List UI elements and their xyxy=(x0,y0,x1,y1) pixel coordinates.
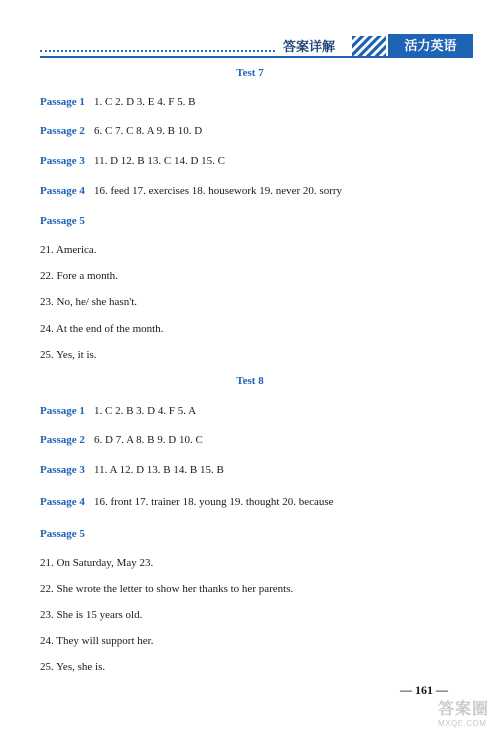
test-7-answer-line: 24. At the end of the month. xyxy=(40,323,164,335)
test-7-answer-line: 25. Yes, it is. xyxy=(40,349,97,361)
test-8-answer-line: 24. They will support her. xyxy=(40,635,154,647)
passage-answers: 16. feed 17. exercises 18. housework 19. never 20. sorry xyxy=(94,185,343,197)
passage-answers: 11. A 12. D 13. B 14. B 15. B xyxy=(94,464,224,476)
test-8-passage-5-label: Passage 5 xyxy=(40,528,85,540)
test-7-title: Test 7 xyxy=(236,67,264,79)
test-8-answer-line: 22. She wrote the letter to show her thanks to her parents. xyxy=(40,583,294,595)
header-stripes xyxy=(352,36,386,56)
header-dotted-rule xyxy=(40,50,275,52)
test-7-answer-line: 22. Fore a month. xyxy=(40,270,118,282)
test-8-answer-line: 21. On Saturday, May 23. xyxy=(40,557,154,569)
passage-label: Passage 4 xyxy=(40,496,85,508)
test-7-answer-line: 23. No, he/ she hasn't. xyxy=(40,296,137,308)
header-label: 答案详解 xyxy=(283,39,336,54)
test-7-passage-1 xyxy=(40,96,195,108)
header-section-box xyxy=(388,34,473,58)
test-7-passage-5-label: Passage 5 xyxy=(40,215,85,227)
watermark-text-bottom: MXQE.COM xyxy=(438,719,487,728)
passage-label: Passage 3 xyxy=(40,155,85,167)
test-8-title: Test 8 xyxy=(236,375,264,387)
passage-label: Passage 1 xyxy=(40,405,85,417)
passage-answers: 1. C 2. B 3. D 4. F 5. A xyxy=(94,405,197,417)
page-header xyxy=(0,34,500,62)
passage-answers: 16. front 17. trainer 18. young 19. thought 20. because xyxy=(94,496,334,508)
passage-label: Passage 2 xyxy=(40,125,85,137)
passage-label: Passage 3 xyxy=(40,464,85,476)
test-7-passage-2 xyxy=(40,125,202,137)
test-8-answer-line: 23. She is 15 years old. xyxy=(40,609,143,621)
header-underbar xyxy=(40,56,473,58)
test-8-passage-2 xyxy=(40,434,203,446)
test-7-answer-line: 21. America. xyxy=(40,244,97,256)
test-8-passage-3 xyxy=(40,464,224,476)
passage-label: Passage 2 xyxy=(40,434,85,446)
watermark-logo xyxy=(438,696,496,732)
page-number: — 161 — xyxy=(400,683,448,697)
test-8-passage-1 xyxy=(40,405,196,417)
passage-answers: 6. C 7. C 8. A 9. B 10. D xyxy=(94,125,203,137)
passage-answers: 6. D 7. A 8. B 9. D 10. C xyxy=(94,434,203,446)
passage-label: Passage 1 xyxy=(40,96,85,108)
test-7-passage-3 xyxy=(40,155,225,167)
header-section-title: 活力英语 xyxy=(404,38,457,53)
watermark-text-top: 答案圈 xyxy=(438,701,490,718)
test-8-passage-4 xyxy=(40,496,334,508)
test-7-passage-4 xyxy=(40,185,342,197)
test-8-answer-line: 25. Yes, she is. xyxy=(40,661,106,673)
passage-answers: 11. D 12. B 13. C 14. D 15. C xyxy=(94,155,225,167)
passage-label: Passage 4 xyxy=(40,185,85,197)
passage-answers: 1. C 2. D 3. E 4. F 5. B xyxy=(94,96,196,108)
